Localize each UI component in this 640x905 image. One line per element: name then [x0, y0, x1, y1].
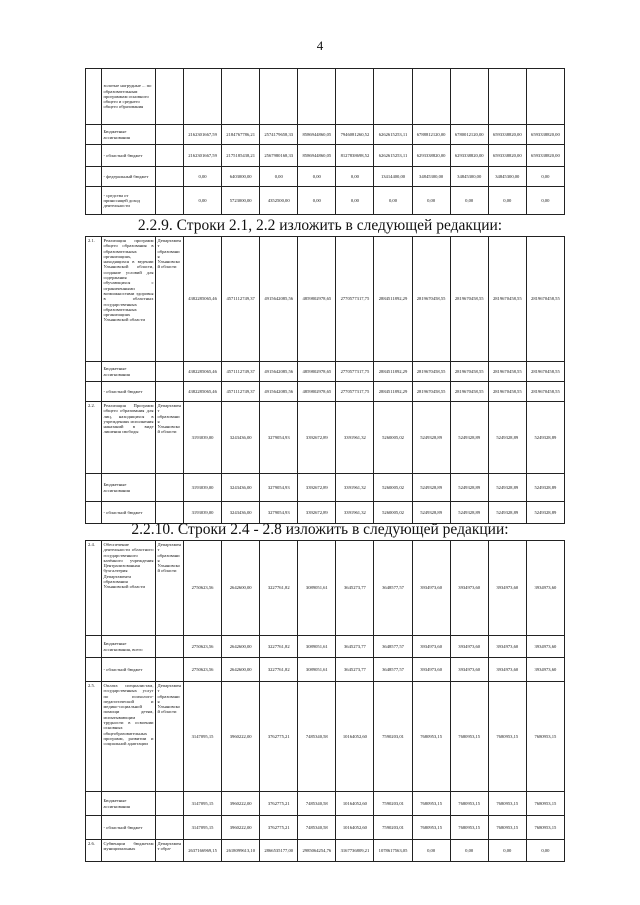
row-name: Бюджетные ассигнования [102, 362, 156, 382]
amount-cell: 6593338820,00 [488, 125, 526, 145]
row-name: Бюджетные ассигнования [102, 792, 156, 816]
amount-cell [336, 69, 374, 125]
amount-cell: 6593338820,00 [526, 125, 564, 145]
amount-cell: 5249328,89 [488, 402, 526, 474]
responsible-executor: Департамент образования Ульяновской области [156, 682, 184, 792]
amount-cell: 2884511892,29 [374, 362, 412, 382]
amount-cell: 3227761,82 [260, 636, 298, 658]
amount-cell: 6593338820,00 [526, 145, 564, 167]
amount-cell: 5260005,02 [374, 474, 412, 502]
amount-cell: 2819670458,55 [412, 382, 450, 402]
amount-cell: 3391961,32 [336, 502, 374, 524]
amount-cell: 0,00 [450, 187, 488, 215]
amount-cell: 3960222,00 [222, 816, 260, 840]
amount-cell: 3279054,93 [260, 474, 298, 502]
amount-cell: 0,00 [374, 187, 412, 215]
amount-cell: 5260005,02 [374, 502, 412, 524]
funding-table-2-4-2-8 [85, 540, 565, 862]
amount-cell: 7680953,15 [488, 792, 526, 816]
table-row [86, 187, 565, 215]
row-number [86, 816, 102, 840]
amount-cell: 8127838698,52 [336, 145, 374, 167]
amount-cell: 0,00 [526, 167, 564, 187]
row-number: 2.5. [86, 682, 102, 792]
amount-cell: 3648577,57 [374, 636, 412, 658]
amount-cell: 2770577317,75 [336, 382, 374, 402]
amount-cell: 3279054,93 [260, 402, 298, 474]
row-number [86, 382, 102, 402]
row-name: - областной бюджет [102, 816, 156, 840]
amount-cell: 2574179658,33 [260, 125, 298, 145]
amount-cell: 3243436,00 [222, 402, 260, 474]
amount-cell: 4382285065,46 [184, 237, 222, 362]
table-row [86, 362, 565, 382]
amount-cell: 2884511892,29 [374, 237, 412, 362]
amount-cell: 3934973,60 [526, 636, 564, 658]
row-name: - федеральный бюджет [102, 167, 156, 187]
amount-cell: 7485340,58 [298, 792, 336, 816]
amount-cell: 3193039,00 [184, 402, 222, 474]
row-number [86, 125, 102, 145]
table-row [86, 658, 565, 682]
amount-cell: 3934973,60 [412, 658, 450, 682]
amount-cell: 3147095,15 [184, 816, 222, 840]
table-body [86, 69, 565, 215]
amount-cell: 3147095,15 [184, 792, 222, 816]
row-number [86, 474, 102, 502]
responsible-executor [156, 816, 184, 840]
amount-cell: 6262615253,11 [374, 145, 412, 167]
amount-cell: 4352500,00 [260, 187, 298, 215]
section-heading-2-2-10: 2.2.10. Строки 2.4 - 2.8 изложить в следующей редакции: [131, 521, 509, 538]
amount-cell: 5249328,89 [526, 474, 564, 502]
amount-cell: 3934973,60 [412, 541, 450, 636]
row-name: Реализация программ общего образования в образовательных организациях, находящихся в ведении Ульяновской области, создание условий для содержания обучающихся с ограниченными возможностями здоровья в областных государственных образовательных организациях Ульяновской области [102, 237, 156, 362]
amount-cell: 3648577,57 [374, 541, 412, 636]
amount-cell: 2819670458,55 [526, 382, 564, 402]
amount-cell: 2642600,00 [222, 636, 260, 658]
amount-cell: 3934973,60 [526, 541, 564, 636]
responsible-executor [156, 125, 184, 145]
amount-cell: 7680953,15 [450, 682, 488, 792]
table-row [86, 237, 565, 362]
amount-cell: 2162301667,59 [184, 125, 222, 145]
amount-cell: 3645273,77 [336, 658, 374, 682]
row-name: Реализация Программ общего образования для лиц, находящихся в учреждениях исполнения наказаний в виде лишения свободы [102, 402, 156, 474]
row-name: Бюджетные ассигнования [102, 474, 156, 502]
amount-cell: 5249328,89 [526, 402, 564, 474]
responsible-executor: Департамент образования Ульяновской области [156, 541, 184, 636]
responsible-executor [156, 69, 184, 125]
amount-cell: 8586944860,05 [298, 145, 336, 167]
row-number: 2.1. [86, 237, 102, 362]
amount-cell: 3645273,77 [336, 541, 374, 636]
amount-cell: 3762775,21 [260, 682, 298, 792]
row-name: - областной бюджет [102, 145, 156, 167]
table-row [86, 382, 565, 402]
row-name: золотые нагрудные ... по образовательным программам основного общего и среднего общего образования [102, 69, 156, 125]
amount-cell: 7680953,15 [450, 816, 488, 840]
row-number [86, 502, 102, 524]
amount-cell: 2985064254,76 [298, 840, 336, 862]
amount-cell: 0,00 [336, 187, 374, 215]
row-name: Бюджетные ассигнования [102, 125, 156, 145]
amount-cell: 3934973,60 [488, 658, 526, 682]
amount-cell: 4571112749,37 [222, 237, 260, 362]
amount-cell: 7680953,15 [526, 816, 564, 840]
amount-cell: 2770577317,75 [336, 237, 374, 362]
amount-cell: 5249328,89 [488, 502, 526, 524]
row-name: Субвенции бюджетам муниципальных [102, 840, 156, 862]
amount-cell: 0,00 [450, 840, 488, 862]
table-row [86, 816, 565, 840]
amount-cell: 4382285065,46 [184, 362, 222, 382]
row-number [86, 658, 102, 682]
responsible-executor [156, 145, 184, 167]
amount-cell: 2637166969,15 [184, 840, 222, 862]
amount-cell: 3089051,61 [298, 636, 336, 658]
table-row [86, 682, 565, 792]
amount-cell: 5249328,89 [412, 474, 450, 502]
responsible-executor [156, 382, 184, 402]
row-name: - средства от приносящей доход деятельности [102, 187, 156, 215]
amount-cell: 3934973,60 [450, 658, 488, 682]
amount-cell: 2819670458,55 [450, 237, 488, 362]
amount-cell: 3960222,00 [222, 682, 260, 792]
responsible-executor: Департамент образования Ульяновской области [156, 402, 184, 474]
amount-cell [450, 69, 488, 125]
amount-cell: 0,00 [184, 187, 222, 215]
amount-cell: 7590203,01 [374, 816, 412, 840]
amount-cell: 6293338820,00 [412, 145, 450, 167]
amount-cell: 2162301667,59 [184, 145, 222, 167]
amount-cell: 2567980168,33 [260, 145, 298, 167]
amount-cell: 2184767786,21 [222, 125, 260, 145]
row-number [86, 792, 102, 816]
amount-cell: 6293338820,00 [450, 145, 488, 167]
amount-cell: 3243436,00 [222, 502, 260, 524]
amount-cell: 2819670458,55 [488, 382, 526, 402]
amount-cell [488, 69, 526, 125]
table-row [86, 402, 565, 474]
amount-cell: 3391961,32 [336, 474, 374, 502]
amount-cell: 3227761,82 [260, 541, 298, 636]
amount-cell: 3193039,00 [184, 502, 222, 524]
funding-table-top [85, 68, 565, 215]
amount-cell: 5249328,89 [450, 502, 488, 524]
amount-cell: 5249328,89 [412, 402, 450, 474]
amount-cell: 3279054,93 [260, 502, 298, 524]
amount-cell: 2819670458,55 [450, 362, 488, 382]
amount-cell: 2819670458,55 [526, 237, 564, 362]
responsible-executor [156, 187, 184, 215]
amount-cell: 5249328,89 [412, 502, 450, 524]
amount-cell: 2750623,56 [184, 658, 222, 682]
responsible-executor: Департамент образования Ульяновской области [156, 237, 184, 362]
amount-cell: 3960222,00 [222, 792, 260, 816]
table-row [86, 792, 565, 816]
amount-cell: 3089051,61 [298, 541, 336, 636]
amount-cell: 7946081260,52 [336, 125, 374, 145]
amount-cell [374, 69, 412, 125]
amount-cell: 7680953,15 [488, 816, 526, 840]
amount-cell: 0,00 [412, 840, 450, 862]
row-number: 2.2. [86, 402, 102, 474]
amount-cell: 4859802978,65 [298, 237, 336, 362]
table-row [86, 145, 565, 167]
amount-cell: 5260005,02 [374, 402, 412, 474]
amount-cell: 13414400,00 [374, 167, 412, 187]
responsible-executor [156, 474, 184, 502]
amount-cell: 3392672,89 [298, 402, 336, 474]
table-row [86, 636, 565, 658]
row-name: - областной бюджет [102, 382, 156, 402]
amount-cell: 6593338820,00 [488, 145, 526, 167]
amount-cell: 4571112749,37 [222, 382, 260, 402]
amount-cell [260, 69, 298, 125]
row-number [86, 145, 102, 167]
row-number [86, 167, 102, 187]
amount-cell: 2819670458,55 [526, 362, 564, 382]
amount-cell: 0,00 [526, 840, 564, 862]
amount-cell: 2175185438,21 [222, 145, 260, 167]
row-number [86, 69, 102, 125]
amount-cell: 7680953,15 [526, 792, 564, 816]
amount-cell: 3648577,57 [374, 658, 412, 682]
amount-cell: 7590203,01 [374, 792, 412, 816]
amount-cell: 2884511892,29 [374, 382, 412, 402]
amount-cell: 3392672,89 [298, 502, 336, 524]
amount-cell: 2618099613,10 [222, 840, 260, 862]
amount-cell: 2750623,56 [184, 636, 222, 658]
responsible-executor [156, 792, 184, 816]
amount-cell: 2819670458,55 [450, 382, 488, 402]
funding-table-2-1-2-2 [85, 236, 565, 524]
amount-cell [184, 69, 222, 125]
amount-cell: 0,00 [298, 167, 336, 187]
amount-cell: 2642600,00 [222, 541, 260, 636]
amount-cell: 3934973,60 [488, 636, 526, 658]
table-body [86, 541, 565, 862]
table-row [86, 69, 565, 125]
amount-cell: 2819670458,55 [412, 237, 450, 362]
amount-cell: 3243436,00 [222, 474, 260, 502]
amount-cell: 0,00 [336, 167, 374, 187]
amount-cell: 2866535177,00 [260, 840, 298, 862]
amount-cell: 5249328,89 [488, 474, 526, 502]
amount-cell: 1078617563,05 [374, 840, 412, 862]
amount-cell: 0,00 [184, 167, 222, 187]
responsible-executor [156, 167, 184, 187]
amount-cell: 2819670458,55 [488, 362, 526, 382]
row-number: 2.6. [86, 840, 102, 862]
row-name: Обеспечение деятельности областного государственного казённого учреждения Централизованная бухгалтерия Департамента образования Ульяновской области [102, 541, 156, 636]
row-number [86, 187, 102, 215]
amount-cell: 3089051,61 [298, 658, 336, 682]
amount-cell: 4859802978,65 [298, 362, 336, 382]
amount-cell [298, 69, 336, 125]
table-row [86, 474, 565, 502]
amount-cell: 3762775,21 [260, 816, 298, 840]
row-name: - областной бюджет [102, 502, 156, 524]
amount-cell: 6780012120,00 [450, 125, 488, 145]
amount-cell: 0,00 [298, 187, 336, 215]
table-row [86, 541, 565, 636]
amount-cell: 3167736809,21 [336, 840, 374, 862]
amount-cell: 0,00 [260, 167, 298, 187]
amount-cell: 3934973,60 [450, 636, 488, 658]
amount-cell: 2770577317,75 [336, 362, 374, 382]
amount-cell: 2750623,56 [184, 541, 222, 636]
amount-cell: 2819670458,55 [412, 362, 450, 382]
table-row [86, 840, 565, 862]
amount-cell: 3391961,32 [336, 402, 374, 474]
amount-cell: 3934973,60 [488, 541, 526, 636]
amount-cell: 7485340,58 [298, 682, 336, 792]
amount-cell: 3934973,60 [450, 541, 488, 636]
amount-cell: 6262615253,11 [374, 125, 412, 145]
amount-cell: 10164052,60 [336, 816, 374, 840]
table-row [86, 167, 565, 187]
responsible-executor [156, 362, 184, 382]
amount-cell: 3147095,15 [184, 682, 222, 792]
amount-cell: 4915642085,56 [260, 237, 298, 362]
responsible-executor [156, 636, 184, 658]
amount-cell: 2819670458,55 [488, 237, 526, 362]
page-number: 4 [316, 38, 324, 53]
amount-cell: 4382285065,46 [184, 382, 222, 402]
amount-cell: 0,00 [412, 187, 450, 215]
responsible-executor: Департамент обра- [156, 840, 184, 862]
amount-cell: 6788812120,00 [412, 125, 450, 145]
amount-cell: 7485340,58 [298, 816, 336, 840]
row-name: Бюджетные ассигнования, всего [102, 636, 156, 658]
row-number [86, 636, 102, 658]
amount-cell: 3227761,82 [260, 658, 298, 682]
amount-cell [412, 69, 450, 125]
amount-cell: 5723000,00 [222, 187, 260, 215]
amount-cell: 7680953,15 [488, 682, 526, 792]
amount-cell: 2642600,00 [222, 658, 260, 682]
amount-cell: 3934973,60 [526, 658, 564, 682]
row-name: Оплата специалистам, государственных услуг по психолого-педагогической и медико-социальной помощи детям, испытывающим трудности в освоении основных общеобразовательных программ, развитии и социальной адаптации [102, 682, 156, 792]
amount-cell: 3392672,89 [298, 474, 336, 502]
amount-cell: 4571112749,37 [222, 362, 260, 382]
amount-cell: 34845300,00 [488, 167, 526, 187]
amount-cell: 7680953,15 [450, 792, 488, 816]
amount-cell [222, 69, 260, 125]
amount-cell [526, 69, 564, 125]
amount-cell: 6403000,00 [222, 167, 260, 187]
amount-cell: 5249328,89 [450, 402, 488, 474]
amount-cell: 5249328,89 [526, 502, 564, 524]
amount-cell: 4915642085,56 [260, 382, 298, 402]
table-body [86, 237, 565, 524]
amount-cell: 4859802978,65 [298, 382, 336, 402]
amount-cell: 7680953,15 [412, 682, 450, 792]
amount-cell: 8586944860,05 [298, 125, 336, 145]
amount-cell: 10164052,60 [336, 682, 374, 792]
table-row [86, 125, 565, 145]
amount-cell: 3762775,21 [260, 792, 298, 816]
amount-cell: 0,00 [526, 187, 564, 215]
amount-cell: 3934973,60 [412, 636, 450, 658]
amount-cell: 7590203,01 [374, 682, 412, 792]
amount-cell: 7680953,15 [412, 816, 450, 840]
amount-cell: 0,00 [488, 840, 526, 862]
amount-cell: 5249328,89 [450, 474, 488, 502]
amount-cell: 3645273,77 [336, 636, 374, 658]
amount-cell: 3193039,00 [184, 474, 222, 502]
amount-cell: 10164052,60 [336, 792, 374, 816]
row-number [86, 362, 102, 382]
responsible-executor [156, 658, 184, 682]
row-number: 2.4. [86, 541, 102, 636]
amount-cell: 7680953,15 [526, 682, 564, 792]
amount-cell: 4915642085,56 [260, 362, 298, 382]
section-heading-2-2-9: 2.2.9. Строки 2.1, 2.2 изложить в следующей редакции: [137, 217, 503, 234]
amount-cell: 34845300,00 [450, 167, 488, 187]
row-name: - областной бюджет [102, 658, 156, 682]
amount-cell: 7680953,15 [412, 792, 450, 816]
amount-cell: 34845300,00 [412, 167, 450, 187]
amount-cell: 0,00 [488, 187, 526, 215]
